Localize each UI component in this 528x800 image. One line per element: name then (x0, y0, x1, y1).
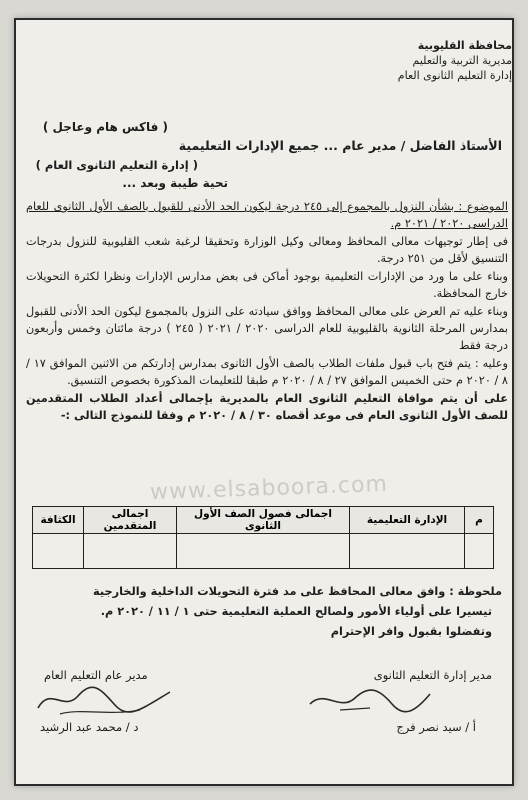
department-line: ( إدارة التعليم الثانوى العام ) (35, 158, 198, 172)
body-paragraph: على أن يتم موافاة التعليم الثانوى العام بالمديرية بإجمالى أعداد الطلاب المتقدمين للصف الأول الثانوى العام فى موعد أقصاه ٣٠ / ٨ / ٢٠٢٠ م وفقا للنموذج التالى :- (26, 392, 508, 422)
col-header-administration: الإدارة التعليمية (350, 507, 465, 534)
body-paragraph: وعليه : يتم فتح باب قبول ملفات الطلاب بالصف الأول الثانوى بمدارس إدارتكم من الاثنين الموافق ١٧ / ٨ / ٢٠٢٠ م حتى الخميس الموافق ٢٧ / ٨ / ٢٠٢٠ م طبقا للتعليمات المذكورة بخصوص التنسيق. (26, 357, 508, 387)
addressee-line: الأستاذ الفاضل / مدير عام ... جميع الإدارات التعليمية (178, 138, 502, 153)
body-paragraph: فى إطار توجيهات معالى المحافظ ومعالى وكيل الوزارة وتحقيقا لرغبة شعب القليوبية للنزول بدرجات التنسيق لأقل من ٢٥١ درجة. (26, 235, 508, 265)
table-row (33, 534, 494, 569)
table-cell (84, 534, 177, 569)
signature-left-name: د / محمد عبد الرشيد (40, 720, 139, 734)
closing-line: وتفضلوا بقبول وافر الإحترام (330, 625, 492, 638)
body-paragraph: وبناء على ما ورد من الإدارات التعليمية بوجود أماكن فى بعض مدارس الإدارات ونظرا لكثرة التحويلات خارج المحافظة. (26, 270, 508, 300)
table-cell (350, 534, 465, 569)
note-line: تيسيرا على أولياء الأمور ولصالح العملية التعليمية حتى ١ / ١١ / ٢٠٢٠ م. (100, 605, 492, 618)
fax-label: ( فاكس هام وعاجل ) (42, 120, 168, 134)
site-watermark: www.elsaboora.com (149, 471, 389, 506)
table-cell (465, 534, 494, 569)
letterhead (398, 38, 512, 83)
table-header-row (33, 507, 494, 534)
signature-left-mark (30, 680, 180, 720)
subject-paragraph: الموضوع : بشأن النزول بالمجموع إلى ٢٤٥ درجة ليكون الحد الأدنى للقبول بالصف الأول الثانوى للعام الدراسى ٢٠٢٠ / ٢٠٢١ م. (26, 200, 508, 230)
table-cell (177, 534, 350, 569)
letterhead-governorate: محافظة القليوبية (417, 39, 512, 52)
body-paragraph: وبناء عليه تم العرض على معالى المحافظ ووافق سيادته على النزول بالمجموع ليكون الحد الأدنى للقبول بمدارس المرحلة الثانوية بالقليوبية للعام الدراسى ٢٠٢٠ / ٢٠٢١ ( ٢٤٥ ) درجة مائتان وخمس وأربعون درجة فقط (26, 305, 508, 352)
col-header-classes: اجمالى فصول الصف الأول الثانوى (177, 507, 350, 534)
signature-right-name: أ / سيد نصر فرج (396, 720, 476, 734)
letterhead-administration: إدارة التعليم الثانوى العام (397, 69, 512, 82)
col-header-applicants: اجمالى المتقدمين (84, 507, 177, 534)
col-header-density: الكثافة (33, 507, 84, 534)
signature-right-mark (300, 684, 440, 718)
note-block (30, 582, 502, 642)
letter-body (26, 198, 508, 425)
col-header-number: م (465, 507, 494, 534)
signature-left-title: مدير عام التعليم العام (44, 668, 148, 682)
note-line: ملحوظة : وافق معالى المحافظ على مد فترة التحويلات الداخلية والخارجية (93, 585, 502, 598)
greeting-line: تحية طيبة وبعد ... (122, 176, 228, 190)
table-cell (33, 534, 84, 569)
signature-right-title: مدير إدارة التعليم الثانوى (373, 668, 492, 682)
enrollment-form-table (32, 506, 494, 569)
letterhead-directorate: مديرية التربية والتعليم (412, 54, 512, 67)
